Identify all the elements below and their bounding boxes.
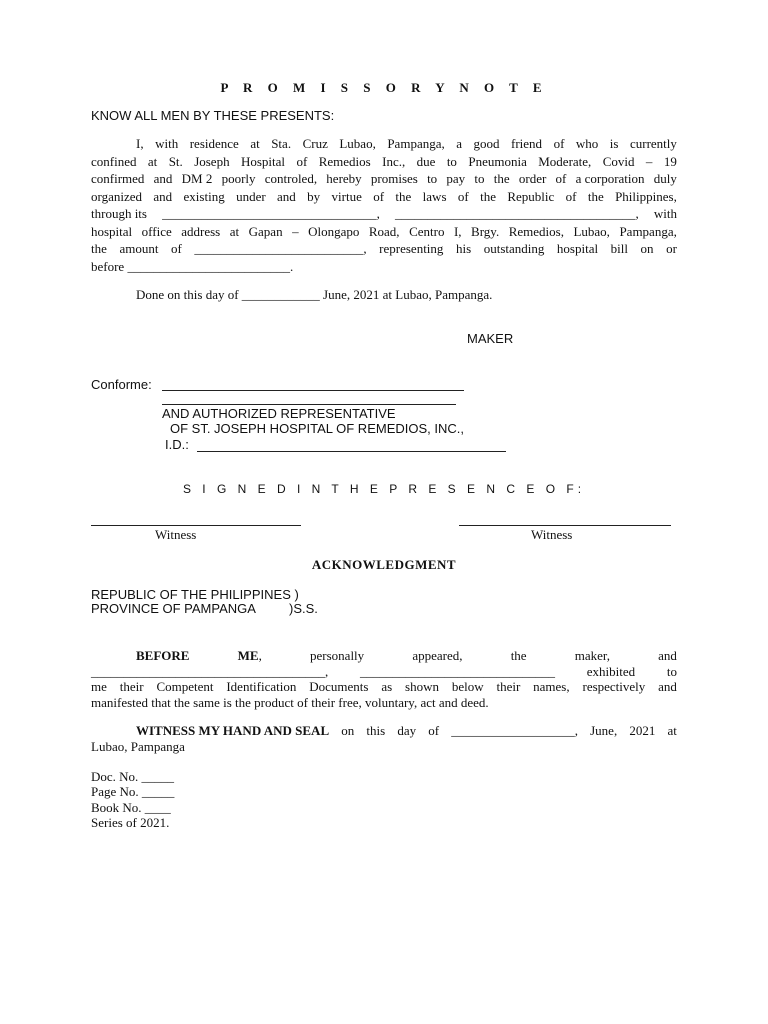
province-line: PROVINCE OF PAMPANGA	[91, 601, 256, 616]
ack-line-4-text: manifested that the same is the product of their free, voluntary, act and deed.	[91, 694, 489, 710]
word: Gapan	[248, 223, 283, 239]
ack-line-3	[91, 679, 677, 695]
page-no: Page No. _____	[91, 784, 175, 800]
witness-seal-place: Lubao, Pampanga	[91, 739, 185, 754]
word: Pampanga,	[387, 136, 445, 151]
witness-seal-line-2	[91, 739, 677, 755]
seal-word: June,	[590, 723, 618, 738]
word: confined	[91, 153, 137, 169]
word: a corporation	[575, 171, 645, 186]
ack-word: the	[510, 648, 527, 663]
word: exhibited	[586, 663, 636, 679]
word: St.	[168, 153, 183, 169]
word: of	[373, 188, 385, 204]
word: due	[416, 153, 436, 169]
word: virtue	[331, 188, 362, 204]
ss-label: )S.S.	[289, 601, 318, 616]
word: I,	[453, 223, 462, 239]
word: his	[455, 241, 472, 256]
witness-left-label: Witness	[155, 527, 197, 542]
word: Lubao,	[339, 136, 376, 151]
ack-before-me	[136, 648, 189, 664]
body-line	[91, 205, 677, 223]
ack-line-1	[91, 648, 677, 664]
word: through its	[91, 206, 147, 221]
hospital-label: OF ST. JOSEPH HOSPITAL OF REMEDIOS, INC.,	[170, 421, 464, 436]
witness-left-line	[91, 525, 301, 526]
word: _____________________________________,	[394, 206, 639, 221]
acknowledgment-heading: ACKNOWLEDGMENT	[311, 557, 457, 572]
word: the	[91, 241, 107, 256]
seal-word: on	[341, 723, 355, 738]
witness-right-line	[459, 525, 671, 526]
word: their	[119, 679, 144, 694]
word: 19	[663, 153, 677, 169]
word: amount	[119, 241, 159, 256]
word: DM 2	[181, 171, 213, 186]
word: by	[307, 188, 321, 204]
republic-line: REPUBLIC OF THE PHILIPPINES )	[91, 587, 299, 602]
acknowledgment-body	[91, 648, 677, 710]
word: with	[653, 206, 677, 221]
maker-label: MAKER	[467, 331, 514, 346]
word: of	[555, 171, 567, 186]
ack-word: appeared,	[412, 648, 463, 663]
word: at	[229, 223, 240, 239]
word: me	[91, 679, 107, 694]
witness-right-label: Witness	[531, 527, 573, 542]
word: who	[575, 136, 599, 151]
word: Philippines,	[615, 188, 677, 204]
word: Centro	[409, 223, 445, 239]
ack-bold-before: BEFORE	[136, 648, 190, 663]
word: names,	[533, 679, 570, 694]
word: Pampanga,	[619, 223, 677, 239]
word: under	[236, 188, 266, 204]
seal-word: 2021	[629, 723, 656, 738]
ack-word: maker,	[574, 648, 610, 663]
signed-presence-heading: S I G N E D I N T H E P R E S E N C E O F:	[182, 482, 586, 496]
word: Pneumonia	[468, 153, 527, 169]
word: is	[609, 136, 619, 151]
word: –	[292, 223, 299, 239]
body-line	[91, 240, 677, 258]
word: outstanding	[483, 241, 545, 256]
word: of	[565, 188, 577, 204]
word: Brgy.	[471, 223, 500, 239]
conforme-name-line	[162, 404, 456, 405]
seal-word: day	[397, 723, 417, 738]
word: at	[250, 136, 260, 151]
body-line	[91, 188, 677, 206]
word: the	[493, 171, 510, 186]
word: Cruz	[302, 136, 328, 151]
word: Competent	[156, 679, 214, 694]
word: to	[446, 153, 457, 169]
word: Inc.,	[382, 153, 406, 169]
word: office	[141, 223, 172, 239]
word: good	[473, 136, 500, 151]
body-line	[91, 258, 677, 276]
word: with	[155, 136, 179, 151]
doc-no: Doc. No. _____	[91, 769, 175, 784]
word: Sta.	[271, 136, 292, 151]
witness-hand-seal	[91, 723, 677, 755]
ack-bold-me: ME	[237, 648, 259, 663]
word: currently	[629, 136, 677, 151]
word: poorly	[221, 171, 256, 186]
word: respectively	[582, 679, 646, 694]
word: a	[456, 136, 463, 151]
word: Hospital	[240, 153, 286, 169]
word: Road,	[368, 223, 400, 239]
seal-word: of	[428, 723, 440, 738]
series: Series of 2021.	[91, 814, 170, 830]
body-line	[91, 135, 677, 153]
ack-me	[238, 648, 262, 664]
word: confirmed	[91, 171, 145, 186]
word: as	[381, 679, 393, 694]
word: pay	[446, 171, 466, 186]
promissory-body	[91, 135, 677, 275]
word: friend	[511, 136, 543, 151]
body-line	[91, 153, 677, 171]
word: –	[645, 153, 653, 169]
word: and	[153, 171, 173, 186]
word: Olongapo	[308, 223, 360, 239]
word: the	[395, 188, 412, 204]
word: of	[170, 241, 182, 256]
word: at	[147, 153, 158, 169]
word: and	[658, 679, 677, 694]
word: the	[480, 188, 496, 204]
word: of	[457, 188, 469, 204]
word: bill	[610, 241, 628, 256]
word: and	[277, 188, 296, 204]
conforme-signature-line	[162, 390, 464, 391]
seal-word: this	[366, 723, 386, 738]
word: duly	[653, 171, 677, 186]
word: on	[640, 241, 654, 256]
word: _________________________________,	[162, 206, 380, 221]
word: Identification	[226, 679, 297, 694]
seal-word: at	[667, 723, 677, 738]
word: of	[553, 136, 565, 151]
word: to	[427, 171, 438, 186]
word: order	[518, 171, 547, 186]
know-all-heading: KNOW ALL MEN BY THESE PRESENTS:	[91, 108, 335, 123]
word: of	[296, 153, 308, 169]
word: address	[181, 223, 221, 239]
word: ______________________________	[359, 663, 555, 679]
word: ____________________________________,	[91, 663, 329, 679]
ack-comma: ,	[258, 648, 262, 663]
word: hereby	[326, 171, 362, 186]
ack-word: personally	[310, 648, 365, 663]
ack-line-4	[91, 695, 677, 711]
word: __________________________,	[194, 241, 367, 256]
ack-line-2	[91, 664, 677, 680]
word: before _________________________.	[91, 258, 294, 274]
authorized-rep-label: AND AUTHORIZED REPRESENTATIVE	[162, 406, 396, 421]
word: Covid	[602, 153, 635, 169]
word: to	[474, 171, 485, 186]
seal-word: ___________________,	[451, 723, 578, 738]
witness-bold: WITNESS MY HAND AND SEAL	[136, 723, 330, 738]
id-label: I.D.:	[165, 437, 189, 452]
word: shown	[405, 679, 439, 694]
body-line	[91, 223, 677, 241]
word: representing	[379, 241, 444, 256]
word: Moderate,	[538, 153, 592, 169]
word: Remedios,	[508, 223, 564, 239]
word: to	[666, 663, 677, 679]
word: Lubao,	[573, 223, 610, 239]
word: organized	[91, 188, 143, 204]
word: Republic	[507, 188, 555, 204]
word: I,	[136, 136, 144, 151]
word: or	[666, 241, 677, 256]
word: promises	[370, 171, 418, 186]
ack-word: and	[658, 648, 677, 663]
word: laws	[422, 188, 447, 204]
book-no: Book No. ____	[91, 799, 171, 815]
done-line: Done on this day of ____________ June, 2021 at Lubao, Pampanga.	[136, 287, 493, 302]
word: hospital	[556, 241, 599, 256]
word: hospital	[91, 223, 133, 239]
word: Remedios	[318, 153, 371, 169]
word: their	[496, 679, 521, 694]
conforme-label: Conforme:	[91, 377, 152, 392]
word: Joseph	[194, 153, 230, 169]
id-line	[197, 451, 506, 452]
notarial-register	[91, 769, 174, 830]
word: and	[153, 188, 173, 204]
word: the	[587, 188, 604, 204]
word: controled,	[264, 171, 318, 186]
word: existing	[183, 188, 225, 204]
word: Documents	[309, 679, 369, 694]
body-line	[91, 170, 677, 188]
document-title: P R O M I S S O R Y N O T E	[220, 80, 548, 95]
word: residence	[189, 136, 239, 151]
word: below	[451, 679, 484, 694]
witness-seal-line-1	[91, 723, 677, 739]
